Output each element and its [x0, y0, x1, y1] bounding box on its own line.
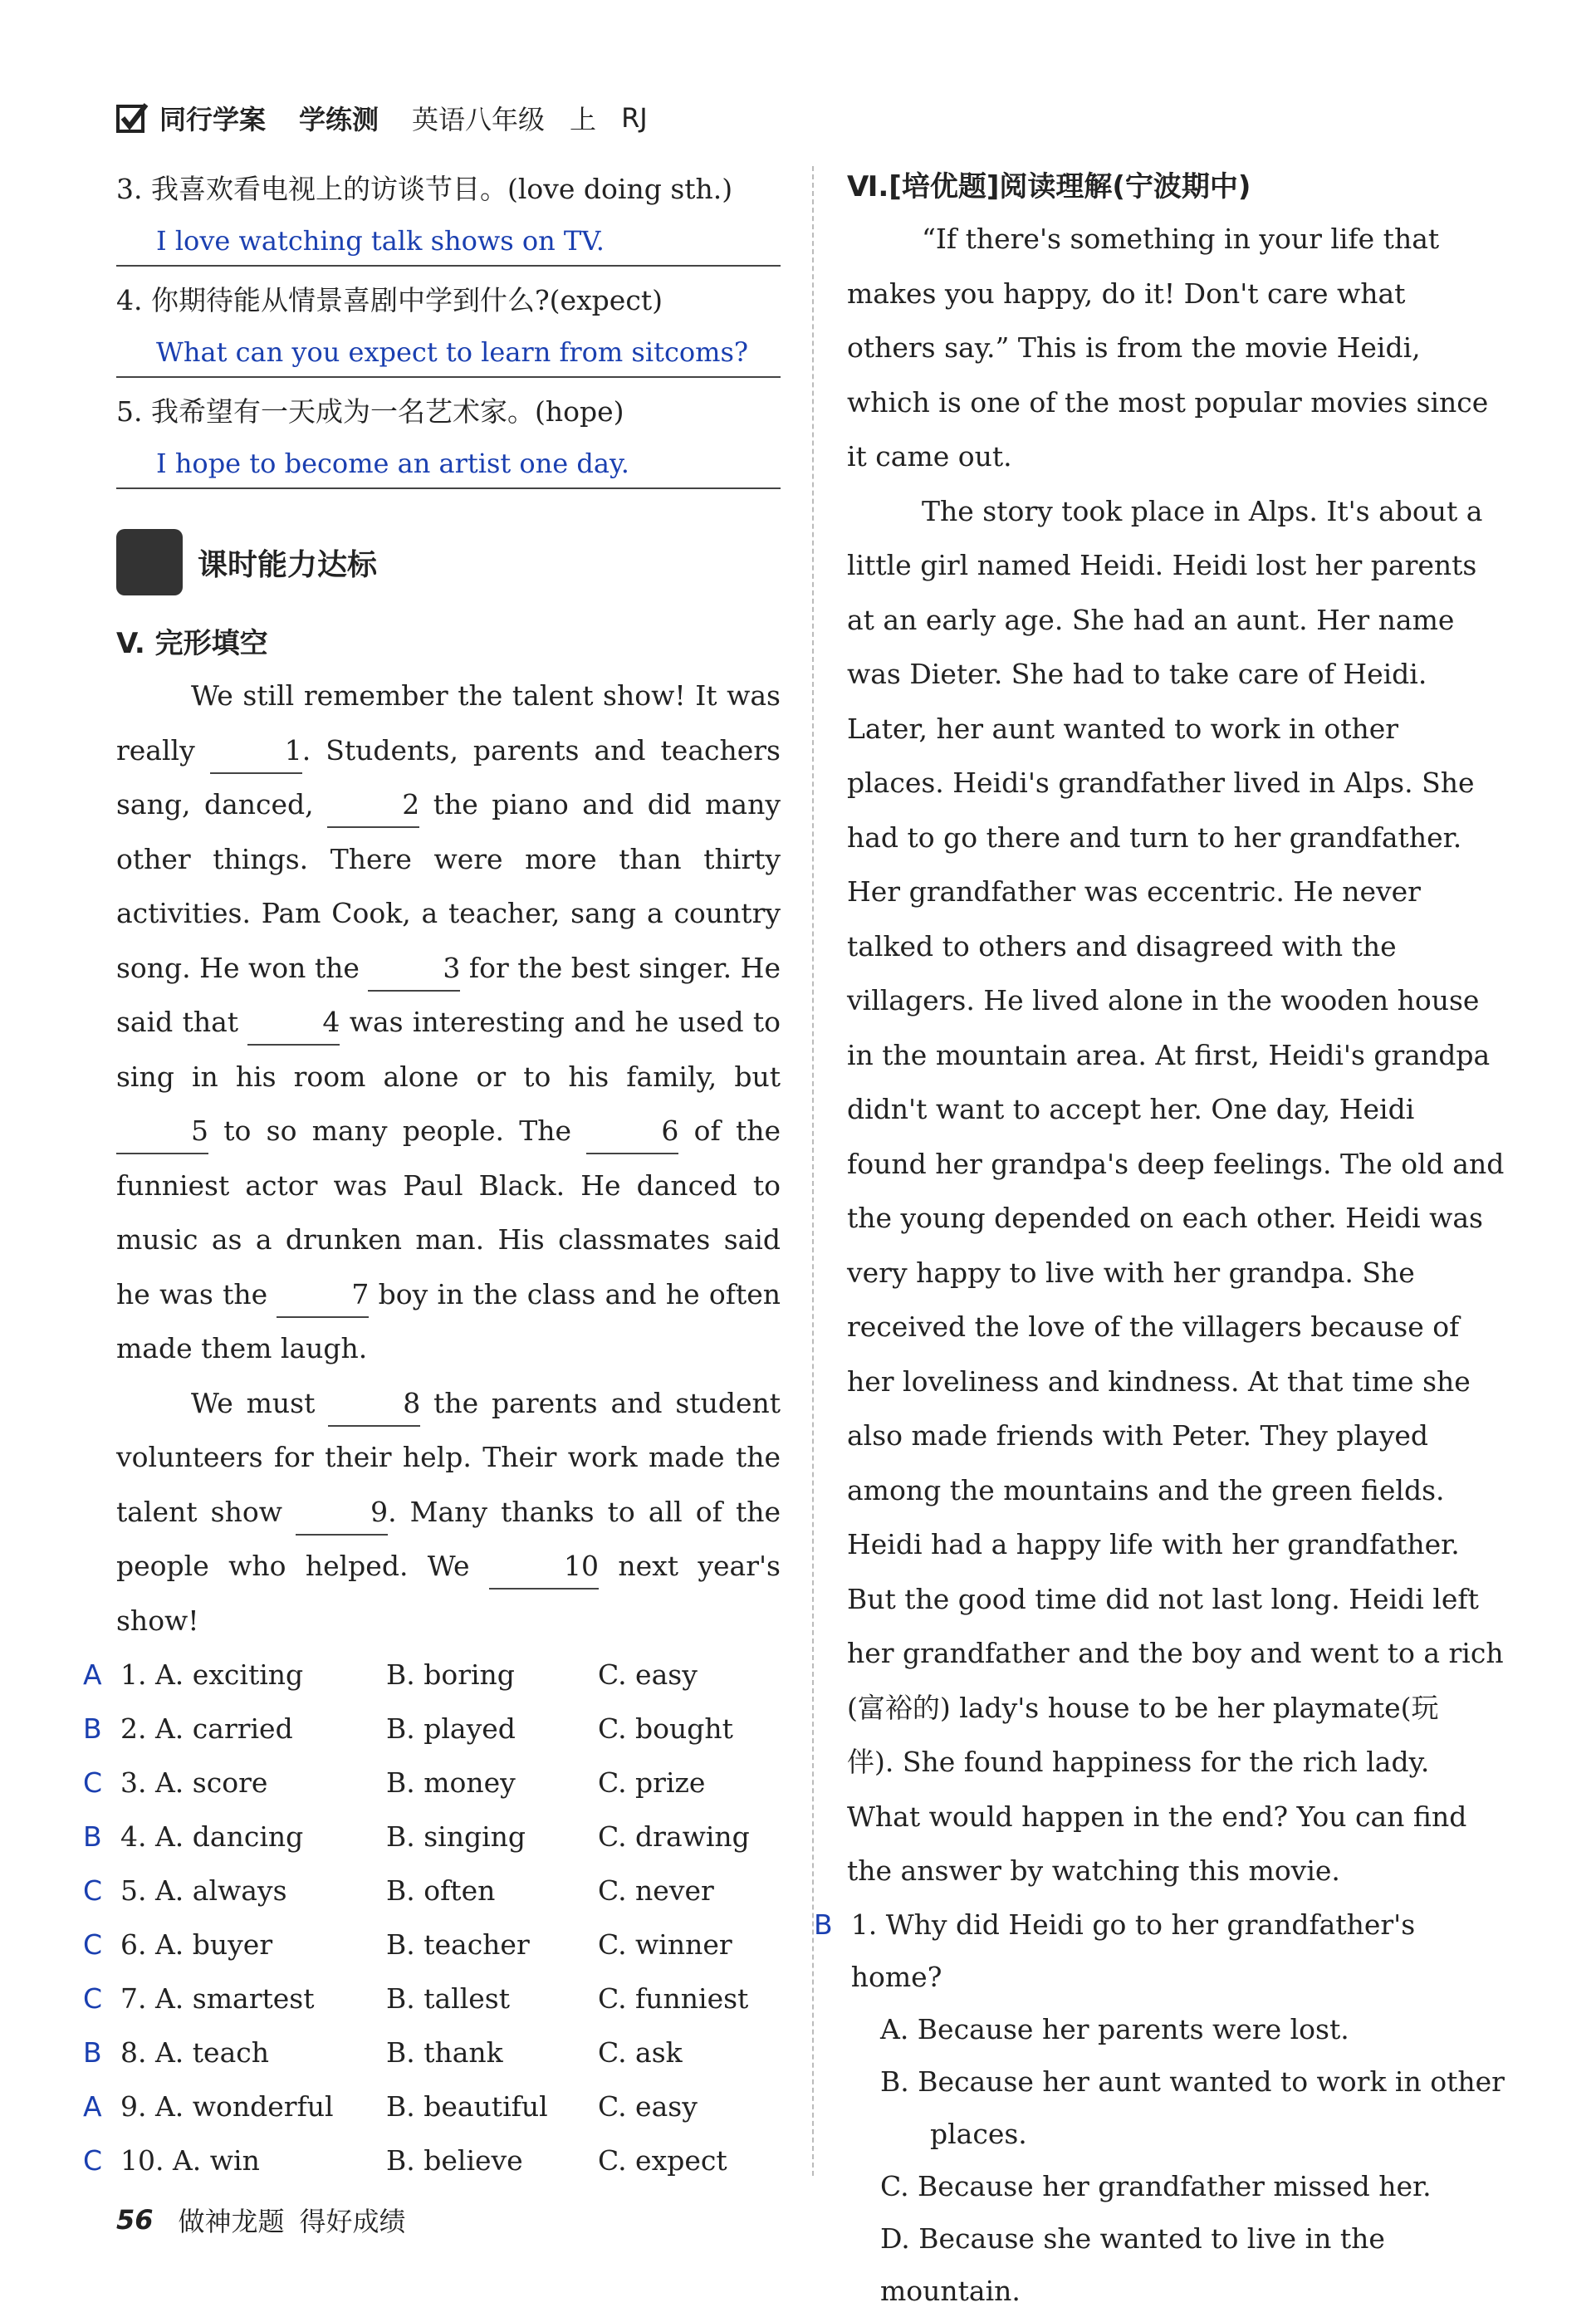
left-column	[83, 162, 781, 2187]
right-column: Ⅵ.[培优题]阅读理解(宁波期中) “If there's something in your life that makes you happy, do it! Don't care what others say.” This is from the movie Heidi, which is one of the most popular movies since it came out. The story took place in Alps. It's about a little girl named Heidi. Heidi lost her parents at an early age. She had an aunt. Her name was Dieter. She had to take care of Heidi. Later, her aunt wanted to work in other places. Heidi's grandfather lived in Alps. She had to go there and turn to her grandfather. Her grandfather was eccentric. He never talked to others and disagreed with the villagers. He lived alone in the wooden house in the mountain area. At first, Heidi's grandpa didn't want to accept her. One day, Heidi found her grandpa's deep feelings. The old and the young depended on each other. Heidi was very happy to live with her grandpa. She received the love of the villagers because of her loveliness and kindness. At that time she also made friends with Peter. They played among the mountains and the green fields. Heidi had a happy life with her grandfather. But the good time did not last long. Heidi left her grandfather and the boy and went to a rich (富裕的) lady's house to be her playmate(玩 伴). She found happiness for the rich lady. What would happen in the end? You can find the answer by watching this movie. B 1. Why did Heidi go to her grandfather's home? A. Because her parents were lost. B. Because her aunt wanted to work in other places. C. Because her grandfather missed her. D. Because she wanted to live in the mountain.	[847, 162, 1511, 2317]
answer-text: What can you expect to learn from sitcoms?	[116, 328, 781, 378]
blank: 2	[327, 783, 419, 828]
question: B 1. Why did Heidi go to her grandfather's home?	[814, 1908, 1416, 1993]
cloze-heading: V. 完形填空	[116, 627, 268, 660]
banner-title: 课时能力达标	[198, 547, 378, 582]
footer-slogan: 得好成绩	[299, 2206, 406, 2237]
page-number: 56	[116, 2204, 154, 2236]
translation-item	[116, 273, 781, 378]
option-row: C 10. A. win B. believe C. expect	[83, 2144, 727, 2177]
blank: 5	[116, 1110, 208, 1154]
blank: 9	[296, 1491, 388, 1536]
reading-heading: Ⅵ.[培优题]阅读理解(宁波期中)	[847, 170, 1251, 203]
cloze-passage: We must 8 the parents and student volunteers for their help. Their work made the talent show 9. Many thanks to all of the people who helped. We 10 next year's show!	[116, 1376, 781, 1648]
option-row: B 4. A. dancing B. singing C. drawing	[83, 1820, 750, 1853]
reading-passage: “If there's something in your life that makes you happy, do it! Don't care what others say.” This is from the movie Heidi, which is one of the most popular movies since it came out. The story took place in Alps. It's about a little girl named Heidi. Heidi lost her parents at an early age. She had an aunt. Her name was Dieter. She had to take care of Heidi. Later, her aunt wanted to work in other places. Heidi's grandfather lived in Alps. She had to go there and turn to her grandfather. Her grandfather was eccentric. He never talked to others and disagreed with the villagers. He lived alone in the wooden house in the mountain area. At first, Heidi's grandpa didn't want to accept her. One day, Heidi found her grandpa's deep feelings. The old and the young depended on each other. Heidi was very happy to live with her grandpa. She received the love of the villagers because of her loveliness and kindness. At that time she also made friends with Peter. They played among the mountains and the green fields. Heidi had a happy life with her grandfather. But the good time did not last long. Heidi left her grandfather and the boy and went to a rich (富裕的) lady's house to be her playmate(玩 伴). She found happiness for the rich lady. What would happen in the end? You can find the answer by watching this movie.	[847, 223, 1505, 1887]
blank: 4	[247, 1001, 340, 1046]
translation-item	[116, 162, 781, 267]
edition: RJ	[621, 102, 648, 134]
answer-text: I hope to become an artist one day.	[116, 439, 781, 489]
page-footer	[116, 2201, 406, 2239]
option-row: B 8. A. teach B. thank C. ask	[83, 2036, 683, 2069]
brand-name: 同行学案	[159, 104, 267, 135]
page-header	[116, 93, 673, 143]
cloze-options	[83, 1648, 781, 2187]
footer-slogan: 做神龙题	[178, 2206, 285, 2237]
blank: 10	[489, 1545, 599, 1590]
answer-text: I love watching talk shows on TV.	[116, 217, 781, 267]
option-row: C 3. A. score B. money C. prize	[83, 1766, 706, 1799]
cloze-passage: We still remember the talent show! It was really 1. Students, parents and teachers sang, danced, 2 the piano and did many other things. There were more than thirty activities. Pam Cook, a teacher, sang a country song. He won the 3 for the best singer. He said that 4 was interesting and he used to sing in his room alone or to his family, but 5 to so many people. The 6 of the funniest actor was Paul Black. He danced to music as a drunken man. His classmates said he was the 7 boy in the class and he often made them laugh.	[116, 679, 781, 1364]
translation-item	[116, 385, 781, 489]
blank: 7	[277, 1273, 369, 1318]
option-row: C 7. A. smartest B. tallest C. funniest	[83, 1982, 749, 2015]
blank: 6	[586, 1110, 678, 1154]
checkmark-icon	[116, 101, 149, 135]
option-row: B 2. A. carried B. played C. bought	[83, 1712, 733, 1745]
question-text: 5. 我希望有一天成为一名艺术家。(hope)	[116, 395, 624, 428]
blank: 3	[368, 947, 460, 992]
option-row: A 9. A. wonderful B. beautiful C. easy	[83, 2090, 698, 2123]
subject-grade: 英语八年级	[412, 104, 546, 135]
section-banner	[116, 529, 781, 595]
column-divider	[812, 166, 814, 2176]
term: 上	[570, 104, 597, 135]
blank: 8	[328, 1382, 420, 1427]
option-row: C 6. A. buyer B. teacher C. winner	[83, 1928, 732, 1961]
question-text: 4. 你期待能从情景喜剧中学到什么?(expect)	[116, 284, 663, 316]
series-name: 学练测	[299, 104, 379, 135]
option-row: C 5. A. always B. often C. never	[83, 1874, 714, 1907]
option-row: A 1. A. exciting B. boring C. easy	[83, 1658, 698, 1691]
blank: 1	[210, 729, 302, 774]
pen-icon	[116, 529, 183, 595]
question-text: 3. 我喜欢看电视上的访谈节目。(love doing sth.)	[116, 173, 733, 205]
